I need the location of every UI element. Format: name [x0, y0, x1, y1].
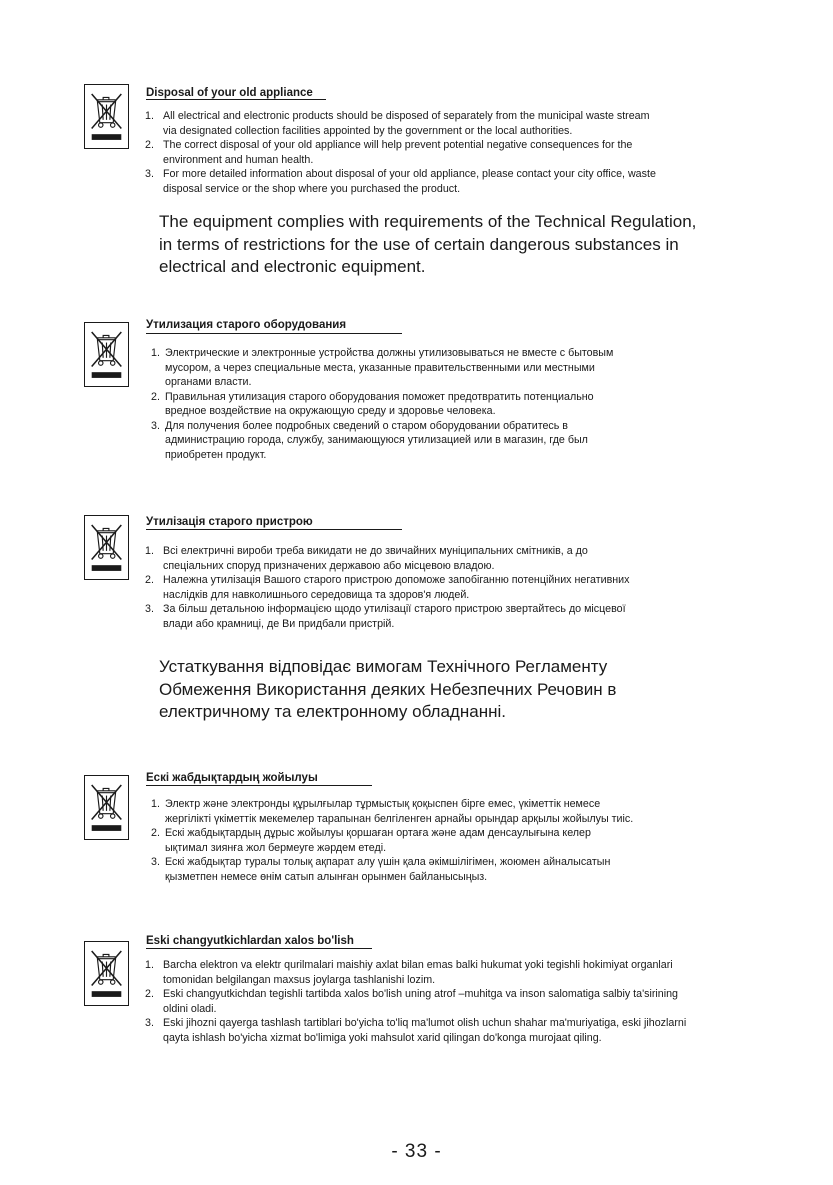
list-item: 2. Правильная утилизация старого оборудования поможет предотвратить потенциально вредное воздействие на окружающую среду и здоровье человека. [151, 390, 594, 417]
section-heading: Ескі жабдықтардың жойылуы [146, 772, 318, 784]
heading-underline [146, 785, 372, 786]
disposal-list [145, 346, 765, 462]
crossed-out-wheelie-bin-icon [84, 322, 129, 387]
list-item: 1. All electrical and electronic products should be disposed of separately from the municipal waste stream via designated collection facilities appointed by the government or the local authorities. [145, 110, 650, 137]
heading-underline [146, 529, 402, 530]
list-item: 3. Ескі жабдықтар туралы толық ақпарат алу үшін қала әкімшілігімен, жоюмен айналысатын қызметпен немесе өнім сатып алынған орынмен байланысыңыз. [151, 856, 611, 883]
list-item: 1. Электр және электронды құрылғылар тұрмыстық қоқыспен бірге емес, үкіметтік немесе жергілікті үкіметтік мекемелер тарапынан белгіленген арнайы орындар арқылы жойылуы тиіс. [151, 798, 634, 825]
list-item: 2. Належна утилізація Вашого старого пристрою допоможе запобіганню потенційних негативних наслідків для навколишнього середовища та здоров'я людей. [145, 574, 630, 601]
compliance-statement: The equipment complies with requirements of the Technical Regulation, in terms of restrictions for the use of certain dangerous substances in electrical and electronic equipment. [159, 212, 697, 276]
page-number: - 33 - [391, 1141, 442, 1162]
list-item: 1. Электрические и электронные устройства должны утилизовываться не вместе с бытовым мусором, а через специальные места, указанные правительственными или местными органами власти. [151, 347, 614, 388]
crossed-out-wheelie-bin-icon [84, 775, 129, 840]
list-item: 3. Eski jihozni qayerga tashlash tartiblari bo'yicha to'liq ma'lumot olish uchun shahar ma'muriyatiga, eski jihozlarni qayta ishlash bo'yicha xizmat bo'limiga yoki mahsulot xarid qilingan do'konga murojaat qiling. [145, 1017, 687, 1044]
disposal-list [145, 958, 785, 1045]
section-heading: Disposal of your old appliance [146, 87, 313, 99]
list-item: 1. Всі електричні вироби треба викидати не до звичайних муніципальних смітників, а до спеціальних споруд призначених державою або місцевою владою. [145, 545, 588, 572]
list-item: 1. Barcha elektron va elektr qurilmalari maishiy axlat bilan emas balki hukumat yoki tegishli hokimiyat organlari tomonidan belgilangan maxsus joylarga tashlanishi lozim. [145, 959, 673, 986]
compliance-statement: Устаткування відповідає вимогам Технічного Регламенту Обмеження Використання деяких Небезпечних Речовин в електричному та електронному обладнанні. [159, 657, 617, 721]
section-heading: Eski changyutkichlardan xalos bo'lish [146, 935, 354, 947]
crossed-out-wheelie-bin-icon [84, 515, 129, 580]
heading-underline [146, 333, 402, 334]
disposal-list [145, 544, 765, 631]
list-item: 3. Для получения более подробных сведений о старом оборудовании обратитесь в администрацию города, службу, занимающуюся утилизацией или в магазин, где был приобретен продукт. [151, 419, 588, 461]
heading-underline [146, 99, 326, 100]
crossed-out-wheelie-bin-icon [84, 84, 129, 149]
crossed-out-wheelie-bin-icon [84, 941, 129, 1006]
list-item: 2. Eski changyutkichdan tegishli tartibda xalos bo'lish uning atrof –muhitga va inson salomatiga salbiy ta'sirining oldini oladi. [145, 988, 678, 1015]
list-item: 3. За більш детальною інформацією щодо утилізації старого пристрою звертайтесь до місцевої влади або крамниці, де Ви придбали пристрій. [145, 603, 626, 630]
disposal-list [145, 109, 765, 196]
disposal-list [145, 797, 765, 884]
list-item: 2. Ескі жабдықтардың дұрыс жойылуы қоршаған ортаға және адам денсаулығына келер ықтимал зиянға жол бермеуге жәрдем етеді. [151, 827, 591, 854]
heading-underline [146, 948, 372, 949]
section-heading: Утилизация старого оборудования [146, 319, 347, 331]
list-item: 3. For more detailed information about disposal of your old appliance, please contact your city office, waste disposal service or the shop where you purchased the product. [145, 168, 656, 195]
section-heading: Утилізація старого пристрою [146, 516, 313, 528]
list-item: 2. The correct disposal of your old appliance will help prevent potential negative consequences for the environment and human health. [145, 139, 633, 166]
